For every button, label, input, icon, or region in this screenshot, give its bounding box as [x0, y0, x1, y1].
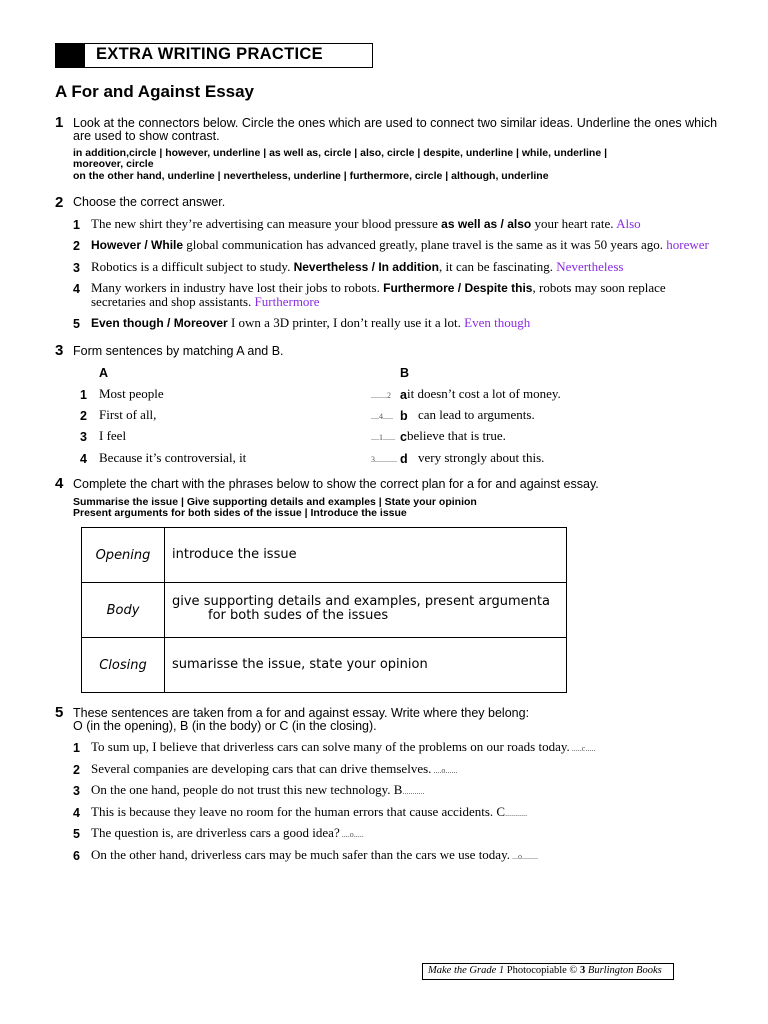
question-number: 3 [55, 342, 64, 359]
chart-row-answer: give supporting details and examples, present argumenta [172, 594, 550, 609]
q2-item-2: However / While global communication has advanced greatly, plane travel is the same as it was 50 years ago. horewer [91, 237, 709, 252]
banner-title: EXTRA WRITING PRACTICE [96, 45, 323, 63]
q2-instruction: Choose the correct answer. [73, 195, 226, 209]
handwritten-answer: Even though [464, 315, 531, 330]
match-letter: a [400, 388, 407, 402]
question-number: 5 [55, 704, 64, 721]
q1-instruction-line2: are used to show contrast. [73, 129, 220, 143]
item-number: 1 [73, 741, 80, 755]
answer-blank: .....c..... [569, 744, 596, 753]
handwritten-answer: Furthermore [254, 294, 320, 309]
handwritten-answer: Nevertheless [556, 259, 624, 274]
column-header-b: B [400, 366, 410, 380]
q5-item-6: On the other hand, driverless cars may be much safer than the cars we use today. ...o........ [91, 847, 538, 862]
item-number: 4 [73, 806, 80, 820]
q2-item-3: Robotics is a difficult subject to study. Nevertheless / In addition, it can be fascinating. Nevertheless [91, 259, 624, 274]
q5-instruction-line2: O (in the opening), B (in the body) or C (in the closing). [73, 719, 377, 733]
q5-item-3: On the one hand, people do not trust this new technology. B........... [91, 782, 425, 797]
q2-item-5: Even though / Moreover I own a 3D printer, I don’t really use it a lot. Even though [91, 315, 531, 330]
q4-phrases-line1: Summarise the issue | Give supporting details and examples | State your opinion [73, 496, 477, 508]
q1-instruction-line1: Look at the connectors below. Circle the ones which are used to connect two similar ideas. Underline the ones which [73, 116, 718, 130]
item-number: 3 [80, 430, 87, 444]
q3-b-item: can lead to arguments. [418, 407, 535, 422]
q3-instruction: Form sentences by matching A and B. [73, 344, 284, 358]
chart-row-answer: sumarisse the issue, state your opinion [172, 657, 428, 672]
q3-a-item: Most people [99, 386, 164, 401]
item-number: 1 [73, 218, 80, 232]
q2-item-1: The new shirt they’re advertising can measure your blood pressure as well as / also your heart rate. Also [91, 216, 641, 231]
column-header-a: A [99, 366, 109, 380]
q1-connectors-line2: moreover, circle [73, 158, 154, 170]
q3-b-item: very strongly about this. [418, 450, 545, 465]
item-number: 5 [73, 827, 80, 841]
answer-blank: ....o..... [339, 830, 364, 839]
q5-instruction-line1: These sentences are taken from a for and against essay. Write where they belong: [73, 706, 530, 720]
q1-connectors-line1: in addition,circle | however, underline | as well as, circle | also, circle | despite, underline | while, underline | [73, 147, 608, 159]
answer-blank: ........2 [371, 391, 391, 400]
question-number: 1 [55, 114, 64, 131]
answer-blank: ........... [402, 787, 425, 796]
item-number: 4 [80, 452, 87, 466]
answer-blank: 3........... [371, 455, 397, 464]
answer-blank: ....o...... [431, 766, 458, 775]
item-number: 2 [73, 763, 80, 777]
item-number: 2 [80, 409, 87, 423]
q5-item-5: The question is, are driverless cars a good idea? ....o..... [91, 825, 364, 840]
match-letter: b [400, 409, 408, 423]
match-letter: c [400, 430, 407, 444]
chart-row-body [82, 583, 566, 638]
q5-item-2: Several companies are developing cars that can drive themselves. ....o...... [91, 761, 458, 776]
answer-blank: ....1...... [371, 433, 395, 442]
chart-row-answer-line2: for both sudes of the issues [208, 608, 389, 623]
banner-tab-marker [55, 43, 85, 68]
question-number: 2 [55, 194, 64, 211]
q5-item-4: This is because they leave no room for the human errors that cause accidents. C........... [91, 804, 528, 819]
page-title: A For and Against Essay [55, 82, 255, 101]
q3-b-item: it doesn’t cost a lot of money. [407, 386, 561, 401]
handwritten-answer: horewer [666, 237, 709, 252]
footer-divider [422, 963, 674, 964]
essay-plan-chart [81, 527, 567, 693]
chart-row-closing [82, 638, 566, 693]
footer-text: Make the Grade 1 Photocopiable © 3 Burlington Books [428, 965, 662, 976]
q2-item-4-line2: secretaries and shop assistants. Furthermore [91, 294, 320, 309]
answer-blank: ...o........ [509, 852, 538, 861]
q2-item-4: Many workers in industry have lost their jobs to robots. Furthermore / Despite this, robots may soon replace [91, 280, 666, 295]
chart-row-label: Opening [82, 528, 165, 582]
q3-b-item: believe that is true. [407, 428, 506, 443]
item-number: 4 [73, 282, 80, 296]
item-number: 1 [80, 388, 87, 402]
item-number: 3 [73, 784, 80, 798]
item-number: 2 [73, 239, 80, 253]
handwritten-answer: Also [616, 216, 641, 231]
chart-row-label: Closing [82, 638, 165, 693]
chart-row-opening [82, 528, 566, 583]
item-number: 3 [73, 261, 80, 275]
answer-blank: ....4..... [371, 412, 393, 421]
chart-row-label: Body [82, 583, 165, 637]
answer-blank: ........... [505, 809, 528, 818]
chart-row-answer: introduce the issue [172, 547, 297, 562]
q1-connectors-line3: on the other hand, underline | nevertheless, underline | furthermore, circle | although, underline [73, 170, 549, 182]
item-number: 6 [73, 849, 80, 863]
q5-item-1: To sum up, I believe that driverless cars can solve many of the problems on our roads today. .....c..... [91, 739, 596, 754]
q3-a-item: First of all, [99, 407, 157, 422]
match-letter: d [400, 452, 408, 466]
q3-a-item: Because it’s controversial, it [99, 450, 247, 465]
q4-phrases-line2: Present arguments for both sides of the issue | Introduce the issue [73, 507, 407, 519]
q4-instruction: Complete the chart with the phrases below to show the correct plan for a for and against essay. [73, 477, 599, 491]
item-number: 5 [73, 317, 80, 331]
question-number: 4 [55, 475, 64, 492]
q3-a-item: I feel [99, 428, 127, 443]
